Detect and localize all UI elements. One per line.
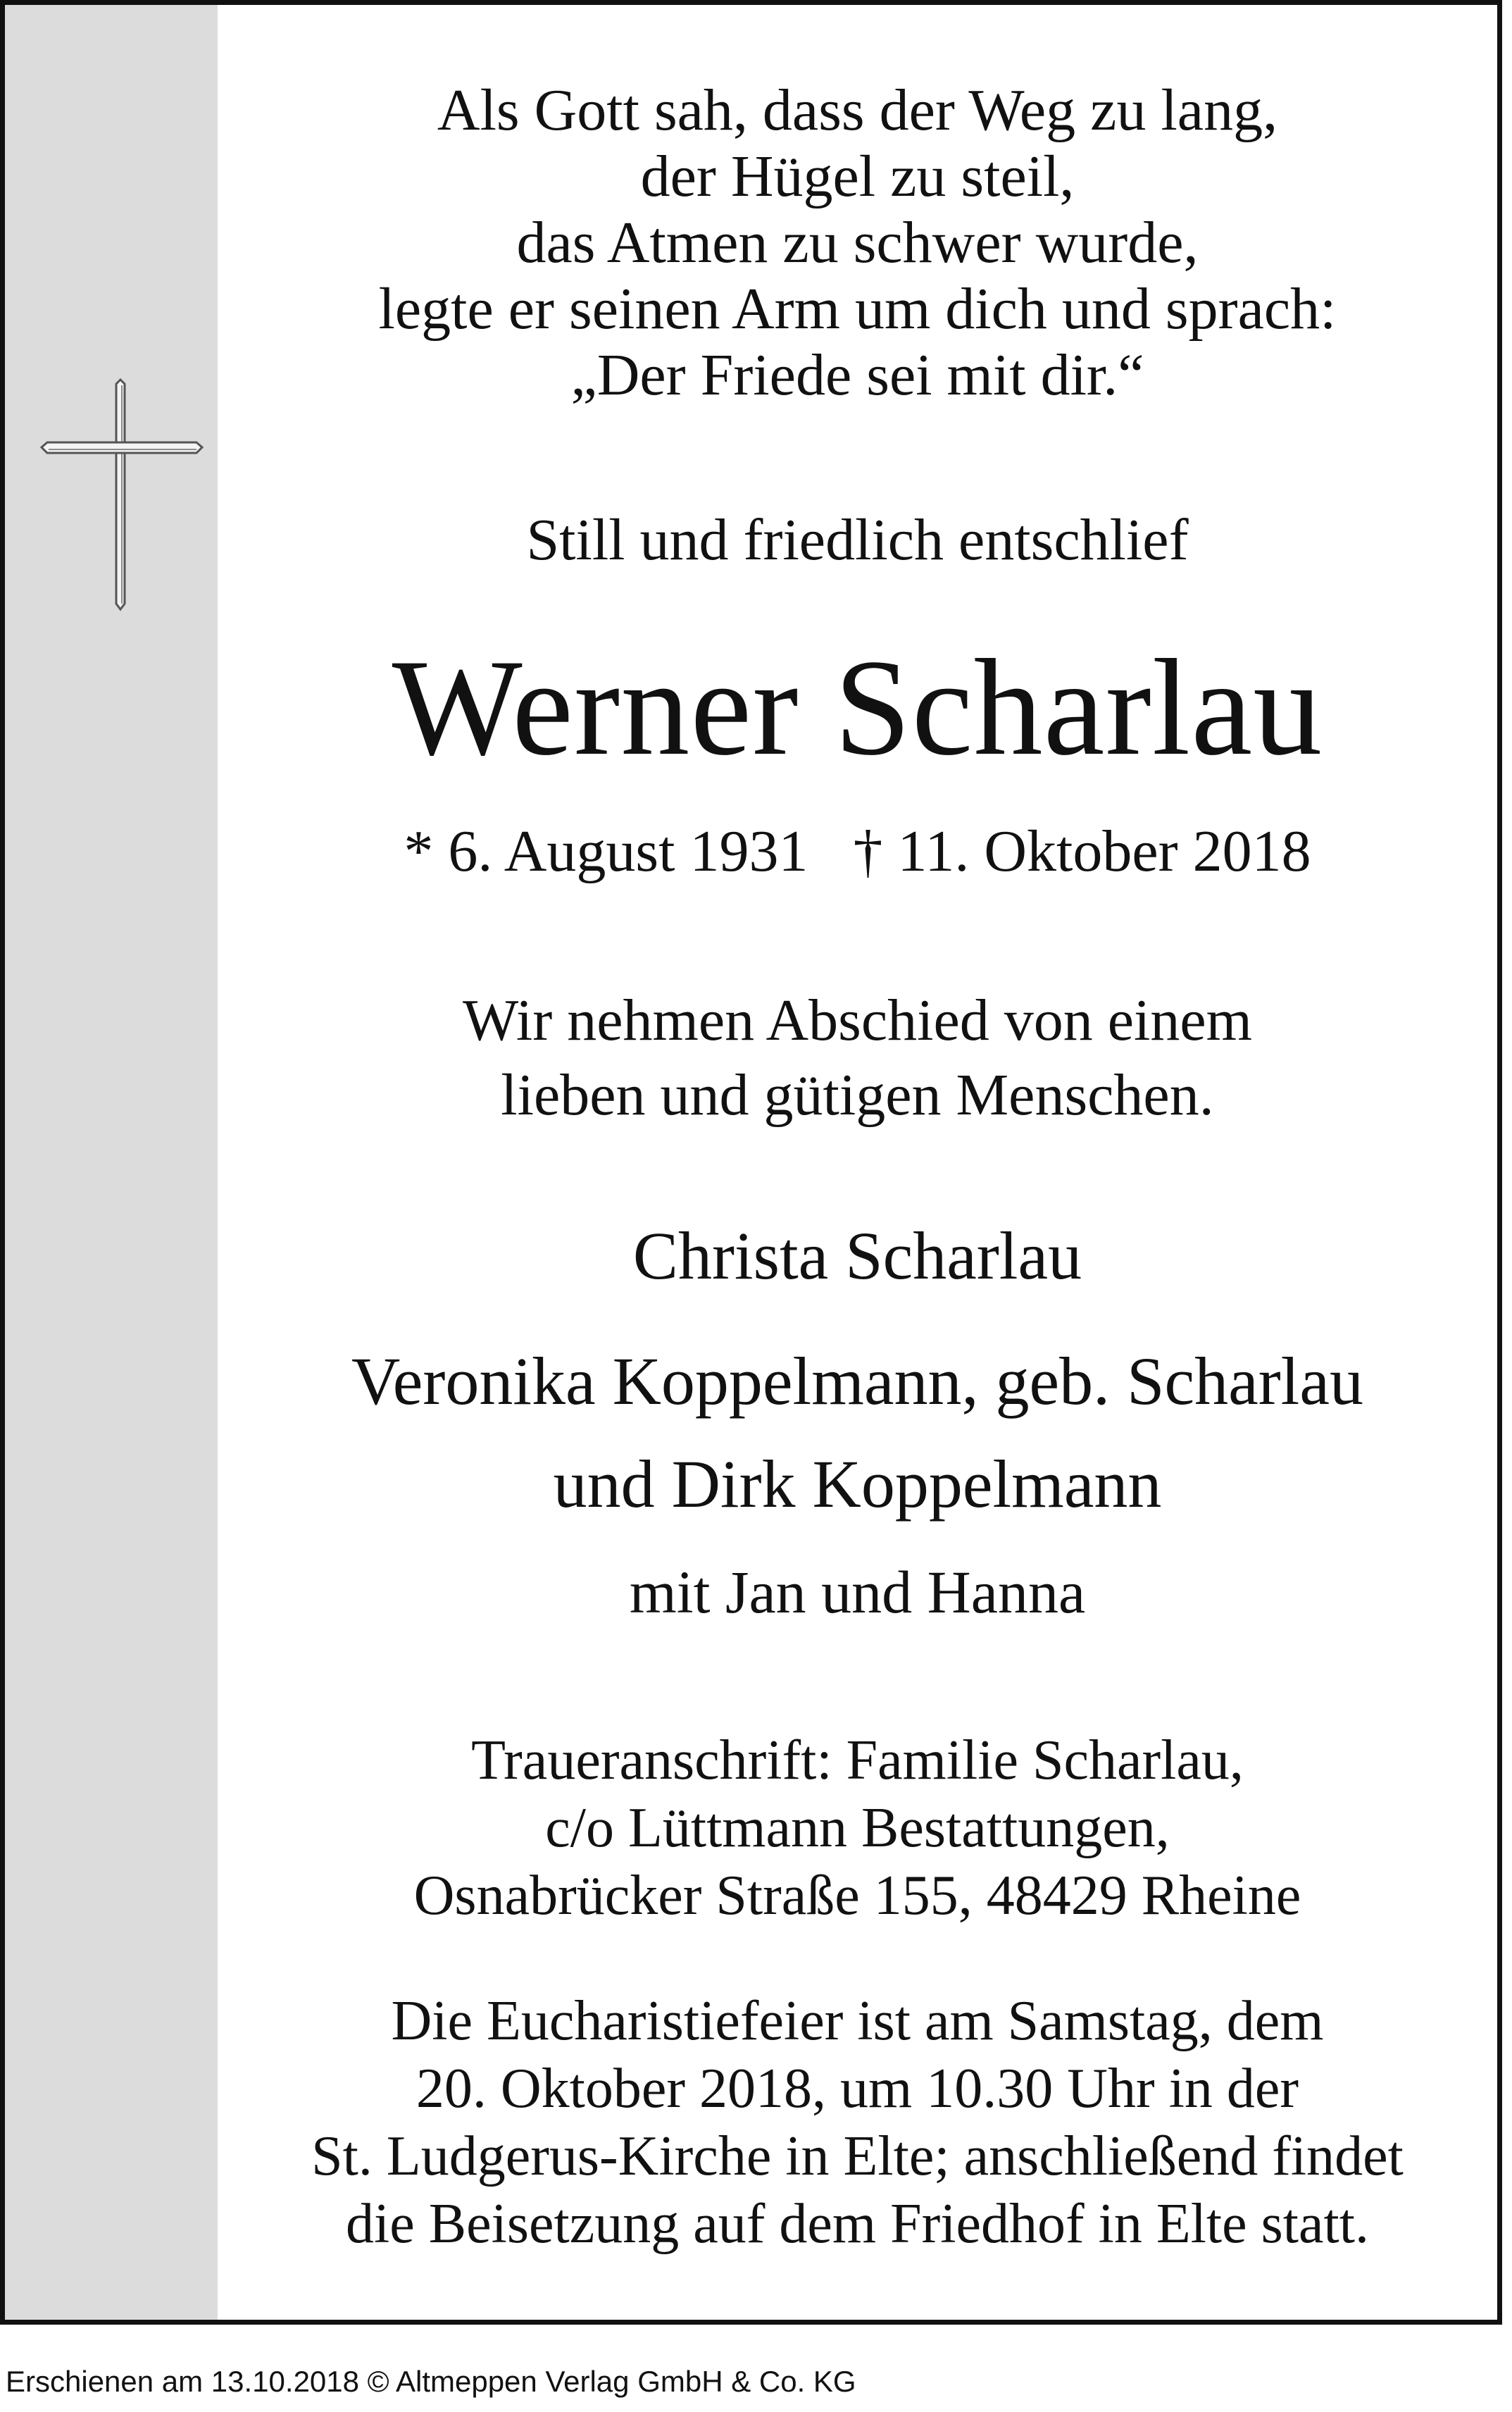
obituary-content [218,5,1497,2320]
death-date: † 11. Oktober 2018 [853,819,1311,884]
farewell-line-2: lieben und gütigen Menschen. [501,1062,1214,1128]
service-line-3: St. Ludgerus-Kirche in Elte; anschließend findet [311,2125,1404,2187]
mourner-line-4: mit Jan und Hanna [629,1558,1086,1626]
poem-line-2: der Hügel zu steil, [640,144,1075,209]
life-dates [218,819,1497,884]
farewell-line-1: Wir nehmen Abschied von einem [463,988,1252,1053]
mourner-line-2: Veronika Koppelmann, geb. Scharlau [351,1343,1363,1419]
side-bar [5,5,218,2320]
intro-text: Still und friedlich entschlief [526,507,1189,573]
address-line-1: Traueranschrift: Familie Scharlau, [471,1729,1244,1791]
service-line-1: Die Eucharistiefeier ist am Samstag, dem [391,1990,1324,2052]
poem-line-5: „Der Friede sei mit dir.“ [570,342,1144,408]
poem-line-1: Als Gott sah, dass der Weg zu lang, [437,77,1278,143]
cross-icon [33,371,209,618]
mourner-line-3: und Dirk Koppelmann [553,1446,1162,1522]
address-line-2: c/o Lüttmann Bestattungen, [545,1797,1170,1859]
service-line-4: die Beisetzung auf dem Friedhof in Elte statt. [346,2193,1369,2255]
mourner-line-1: Christa Scharlau [632,1218,1082,1293]
poem-line-4: legte er seinen Arm um dich und sprach: [378,276,1337,342]
birth-date: * 6. August 1931 [404,819,808,884]
poem-line-3: das Atmen zu schwer wurde, [516,210,1199,275]
publication-footer: Erschienen am 13.10.2018 © Altmeppen Verlag GmbH & Co. KG [6,2365,856,2398]
deceased-name: Werner Scharlau [392,631,1323,784]
address-line-3: Osnabrücker Straße 155, 48429 Rheine [413,1865,1301,1927]
service-line-2: 20. Oktober 2018, um 10.30 Uhr in der [416,2058,1299,2120]
